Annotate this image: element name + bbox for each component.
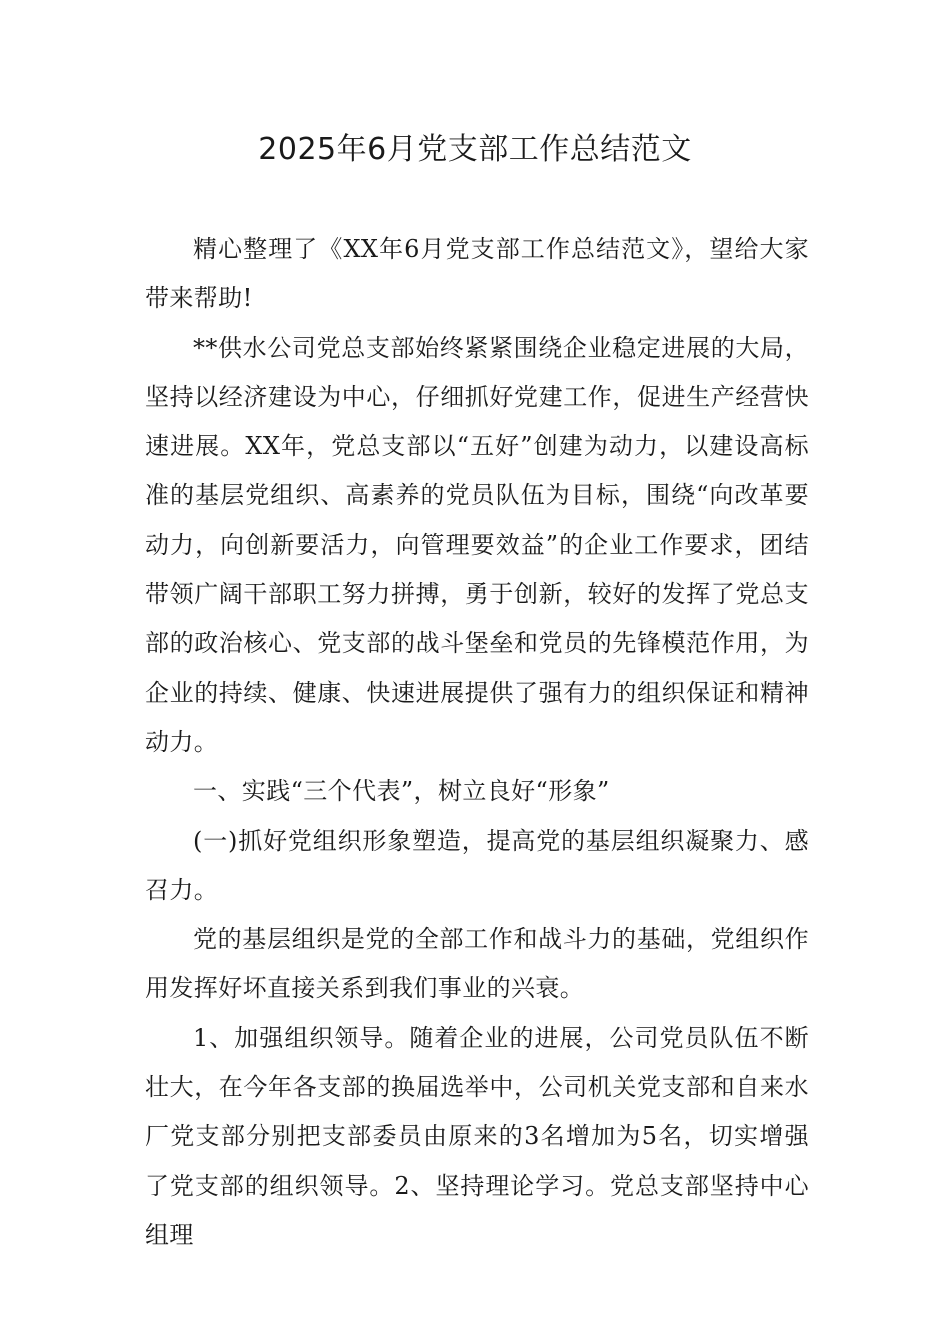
document-title: 2025年6月党支部工作总结范文 xyxy=(258,132,692,167)
intro-paragraph: 精心整理了《XX年6月党支部工作总结范文》，望给大家带来帮助! xyxy=(145,235,809,313)
document-body xyxy=(145,225,809,1260)
subsection-heading: (一)抓好党组织形象塑造，提高党的基层组织凝聚力、感召力。 xyxy=(145,826,809,904)
section-heading: 一、实践“三个代表”，树立良好“形象” xyxy=(193,777,610,806)
overview-paragraph: **供水公司党总支部始终紧紧围绕企业稳定进展的大局，坚持以经济建设为中心，仔细抓好党建工作，促进生产经营快速进展。XX年，党总支部以“五好”创建为动力，以建设高标准的基层党组织、高素养的党员队伍为目标，围绕“向改革要动力，向创新要活力，向管理要效益”的企业工作要求，团结带领广阔干部职工努力拼搏，勇于创新，较好的发挥了党总支部的政治核心、党支部的战斗堡垒和党员的先锋模范作用，为企业的持续、健康、快速进展提供了强有力的组织保证和精神动力。 xyxy=(145,333,809,756)
body-paragraph: 党的基层组织是党的全部工作和战斗力的基础，党组织作用发挥好坏直接关系到我们事业的兴衰。 xyxy=(145,925,809,1003)
body-paragraph: 1、加强组织领导。随着企业的进展，公司党员队伍不断壮大，在今年各支部的换届选举中，公司机关党支部和自来水厂党支部分别把支部委员由原来的3名增加为5名，切实增强了党支部的组织领导。2、坚持理论学习。党总支部坚持中心组理 xyxy=(145,1023,809,1249)
